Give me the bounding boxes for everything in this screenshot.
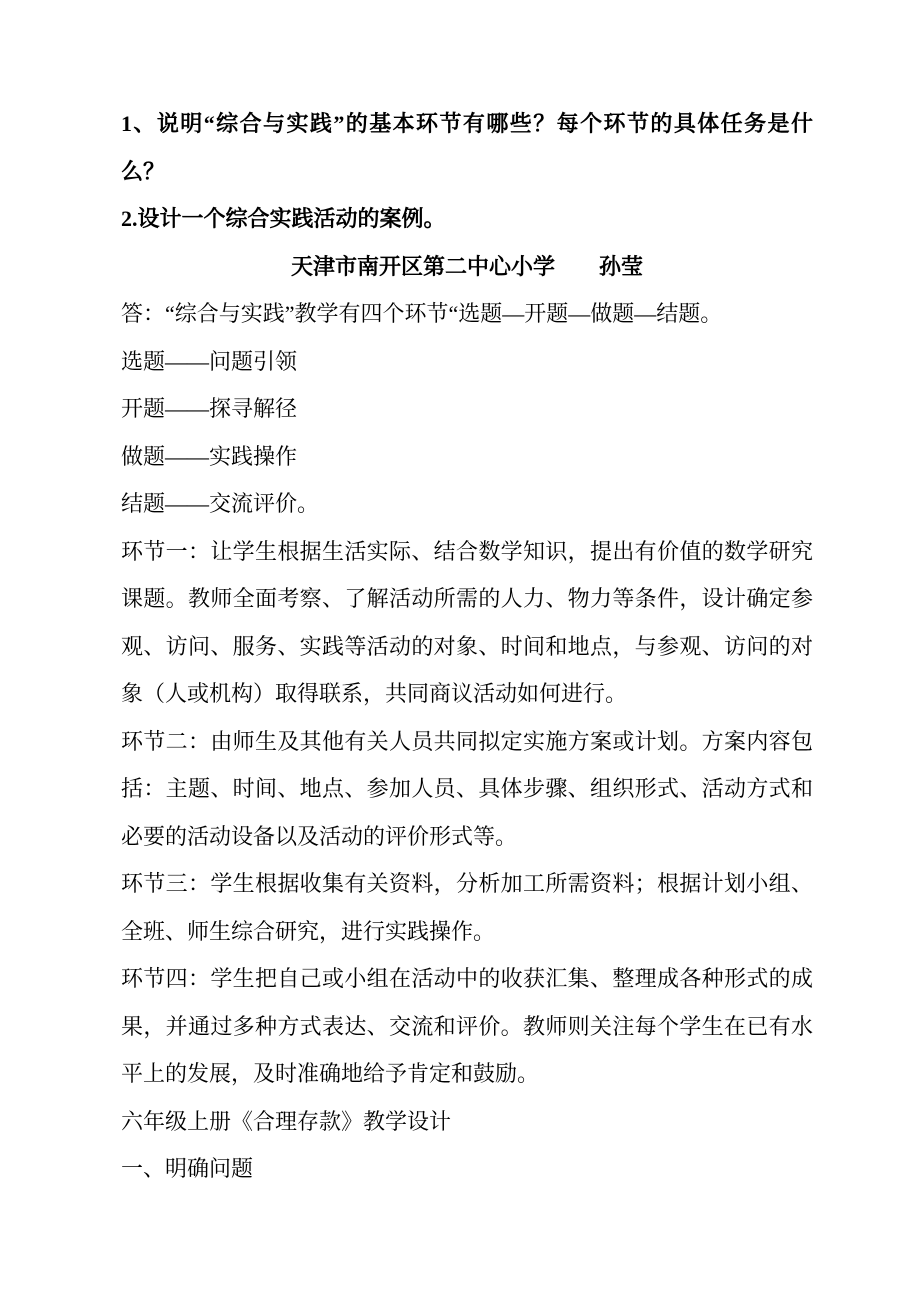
paragraph-step-1: 环节一：让学生根据生活实际、结合数学知识，提出有价值的数学研究课题。教师全面考察、了解活动所需的人力、物力等条件，设计确定参观、访问、服务、实践等活动的对象、时间和地点，与参观、访问的对象（人或机构）取得联系，共同商议活动如何进行。 (121, 538, 813, 706)
section-heading: 一、明确问题 (121, 1156, 254, 1181)
stage-item-kaiti: 开题——探寻解径 (121, 396, 298, 421)
question-line-2: 2.设计一个综合实践活动的案例。 (121, 206, 446, 231)
question-line-1: 1、说明“综合与实践”的基本环节有哪些？每个环节的具体任务是什么？ (121, 111, 813, 184)
paragraph-step-2: 环节二：由师生及其他有关人员共同拟定实施方案或计划。方案内容包括：主题、时间、地点、参加人员、具体步骤、组织形式、活动方式和必要的活动设备以及活动的评价形式等。 (121, 728, 813, 849)
byline: 天津市南开区第二中心小学 孙莹 (290, 253, 643, 279)
stage-item-zuoti: 做题——实践操作 (121, 443, 298, 469)
paragraph-step-4: 环节四：学生把自己或小组在活动中的收获汇集、整理成各种形式的成果，并通过多种方式表达、交流和评价。教师则关注每个学生在已有水平上的发展，及时准确地给予肯定和鼓励。 (121, 966, 813, 1086)
paragraph-step-3: 环节三：学生根据收集有关资料，分析加工所需资料；根据计划小组、全班、师生综合研究，进行实践操作。 (121, 871, 813, 944)
answer-intro: 答：“综合与实践”教学有四个环节“选题—开题—做题—结题。 (121, 301, 723, 326)
lesson-title: 六年级上册《合理存款》教学设计 (121, 1108, 452, 1134)
document-content (121, 100, 813, 1193)
stage-item-jieti: 结题——交流评价。 (121, 491, 320, 516)
stage-item-xuanti: 选题——问题引领 (121, 348, 298, 374)
